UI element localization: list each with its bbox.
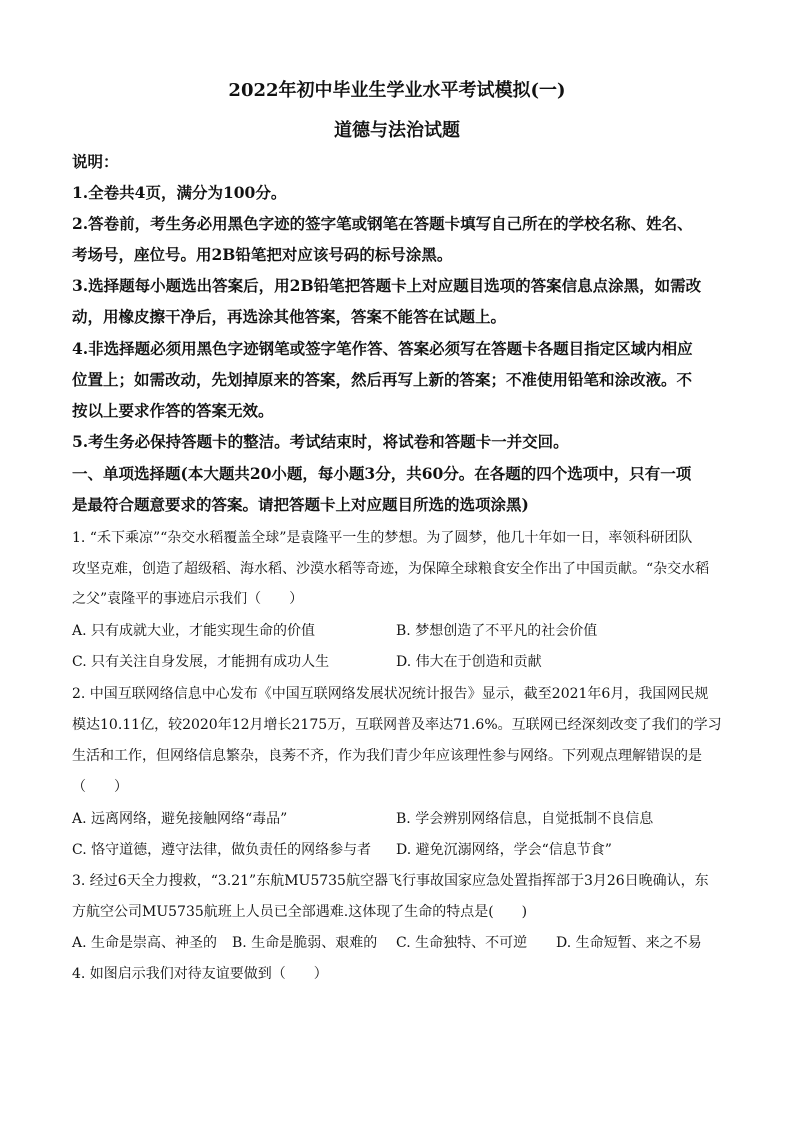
instruction-line: 5.考生务必保持答题卡的整洁。考试结束时，将试卷和答题卡一并交回。 xyxy=(72,432,569,451)
question-1-text: 攻坚克难，创造了超级稻、海水稻、沙漠水稻等奇迹，为保障全球粮食安全作出了中国贡献。“杂交水稻 xyxy=(72,561,710,577)
instruction-line: 4.非选择题必须用黑色字迹钢笔或签字笔作答、答案必须写在答题卡各题目指定区域内相应 xyxy=(72,339,693,358)
section-heading: 是最符合题意要求的答案。请把答题卡上对应题目所选的选项涂黑) xyxy=(72,495,529,514)
question-2-option-b: B. 学会辨别网络信息，自觉抵制不良信息 xyxy=(396,811,654,827)
section-heading: 一、单项选择题(本大题共20小题，每小题3分，共60分。在各题的四个选项中，只有一项 xyxy=(72,464,692,483)
question-3-option-a: A. 生命是崇高、神圣的 xyxy=(72,935,218,951)
question-2-text: 2. 中国互联网络信息中心发布《中国互联网络发展状况统计报告》显示，截至2021年6月，我国网民规 xyxy=(72,686,709,702)
question-2-option-a: A. 远离网络，避免接触网络“毒品” xyxy=(72,811,288,827)
question-2-option-c: C. 恪守道德，遵守法律，做负责任的网络参与者 xyxy=(72,842,372,858)
instruction-line: 按以上要求作答的答案无效。 xyxy=(72,401,274,420)
question-3-option-c: C. 生命独特、不可逆 xyxy=(396,935,528,951)
instruction-line: 2.答卷前，考生务必用黑色字迹的签字笔或钢笔在答题卡填写自己所在的学校名称、姓名、 xyxy=(72,214,693,233)
exam-subtitle: 道德与法治试题 xyxy=(334,120,460,141)
instruction-line: 3.选择题每小题选出答案后，用2B铅笔把答题卡上对应题目选项的答案信息点涂黑，如需改 xyxy=(72,276,702,295)
question-3-text: 3. 经过6天全力搜救，“3.21”东航MU5735航空器飞行事故国家应急处置指挥部于3月26日晚确认，东 xyxy=(72,873,709,889)
question-2-text: 生活和工作，但网络信息繁杂，良莠不齐，作为我们青少年应该理性参与网络。下列观点理解错误的是 xyxy=(72,748,702,764)
question-2-text: （ ） xyxy=(72,779,128,795)
instruction-line: 1.全卷共4页，满分为100分。 xyxy=(72,183,287,202)
question-3-text: 方航空公司MU5735航班上人员已全部遇难.这体现了生命的特点是( ) xyxy=(72,904,528,920)
question-4-text: 4. 如图启示我们对待友谊要做到（ ） xyxy=(72,966,328,982)
question-2-option-d: D. 避免沉溺网络，学会“信息节食” xyxy=(396,842,612,858)
instructions-heading: 说明： xyxy=(72,152,119,171)
question-1-option-b: B. 梦想创造了不平凡的社会价值 xyxy=(396,623,598,639)
question-1-option-d: D. 伟大在于创造和贡献 xyxy=(396,654,542,670)
instruction-line: 动，用橡皮擦干净后，再选涂其他答案，答案不能答在试题上。 xyxy=(72,307,507,326)
question-3-option-d: D. 生命短暂、来之不易 xyxy=(556,935,702,951)
instruction-line: 考场号，座位号。用2B铅笔把对应该号码的标号涂黑。 xyxy=(72,245,453,264)
question-1-text: 1. “禾下乘凉”“杂交水稻覆盖全球”是袁隆平一生的梦想。为了圆梦，他几十年如一日，率领科研团队 xyxy=(72,530,693,546)
question-3-option-b: B. 生命是脆弱、艰难的 xyxy=(232,935,378,951)
question-1-option-a: A. 只有成就大业，才能实现生命的价值 xyxy=(72,623,316,639)
question-1-option-c: C. 只有关注自身发展，才能拥有成功人生 xyxy=(72,654,330,670)
instruction-line: 位置上；如需改动，先划掉原来的答案，然后再写上新的答案；不准使用铅笔和涂改液。不 xyxy=(72,370,693,389)
exam-title: 2022年初中毕业生学业水平考试模拟(一) xyxy=(228,80,566,101)
question-1-text: 之父”袁隆平的事迹启示我们（ ） xyxy=(72,591,304,607)
question-2-text: 模达10.11亿，较2020年12月增长2175万，互联网普及率达71.6%。互联网已经深刻改变了我们的学习 xyxy=(72,717,722,733)
